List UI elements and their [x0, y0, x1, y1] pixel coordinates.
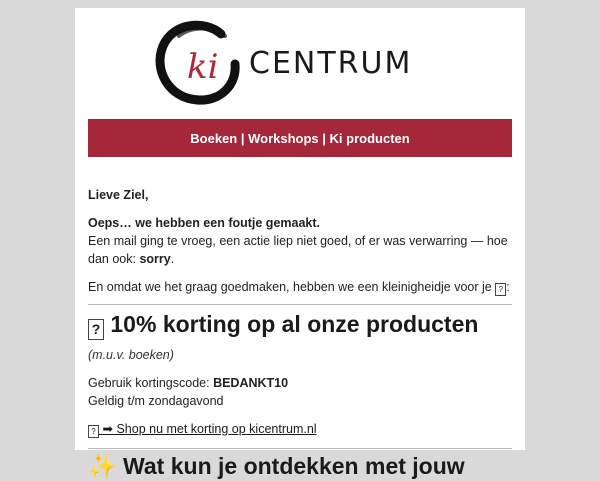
- apology-paragraph: [88, 214, 512, 268]
- makeup-text: En omdat we het graag goedmaken, hebben we een kleinigheidje voor je: [88, 280, 492, 294]
- discount-code: BEDANKT10: [213, 376, 289, 390]
- offer-title: 10% korting op al onze producten: [110, 311, 479, 337]
- nav-separator: |: [318, 130, 330, 146]
- apology-heading: Oeps… we hebben een foutje gemaakt.: [88, 216, 321, 230]
- email-body: [88, 186, 512, 481]
- next-section-heading: [88, 451, 512, 481]
- nav-bar: [88, 119, 512, 157]
- next-section-title: Wat kun je ontdekken met jouw: [123, 453, 465, 479]
- greeting: Lieve Ziel,: [88, 188, 149, 202]
- logo-wordmark: CENTRUM: [249, 46, 413, 81]
- apology-sorry: sorry: [139, 252, 171, 266]
- logo-mark-text: ki: [187, 47, 219, 87]
- discount-code-label: Gebruik kortingscode:: [88, 376, 214, 390]
- shopping-icon: ?: [88, 425, 99, 438]
- gift-icon: ?: [88, 319, 104, 340]
- apology-text: Een mail ging te vroeg, een actie liep niet goed, of er was verwarring — hoe dan ook:: [88, 234, 508, 266]
- validity-text: Geldig t/m zondagavond: [88, 394, 224, 408]
- makeup-paragraph: [88, 278, 512, 296]
- divider: [88, 304, 512, 305]
- nav-separator: |: [237, 130, 249, 146]
- shop-link-text: Shop nu met korting op kicentrum.nl: [116, 422, 317, 436]
- email-card: [75, 8, 525, 479]
- nav-link-workshops[interactable]: Workshops: [248, 130, 319, 146]
- makeup-end: :: [506, 280, 510, 294]
- divider: [88, 448, 512, 449]
- shop-link[interactable]: [88, 422, 317, 436]
- discount-code-line: [88, 374, 512, 392]
- nav-link-boeken[interactable]: Boeken: [190, 130, 238, 146]
- gift-icon: ?: [495, 283, 506, 296]
- shop-link-line: [88, 420, 512, 438]
- nav-link-ki-producten[interactable]: Ki producten: [329, 130, 410, 146]
- offer-heading: [88, 309, 512, 340]
- sparkles-icon: ✨: [88, 453, 117, 479]
- ki-enso-logo-icon: [151, 16, 243, 108]
- arrow-right-icon: ➡: [102, 422, 113, 436]
- logo[interactable]: [75, 8, 525, 118]
- offer-note: (m.u.v. boeken): [88, 348, 174, 362]
- apology-period: .: [170, 252, 175, 266]
